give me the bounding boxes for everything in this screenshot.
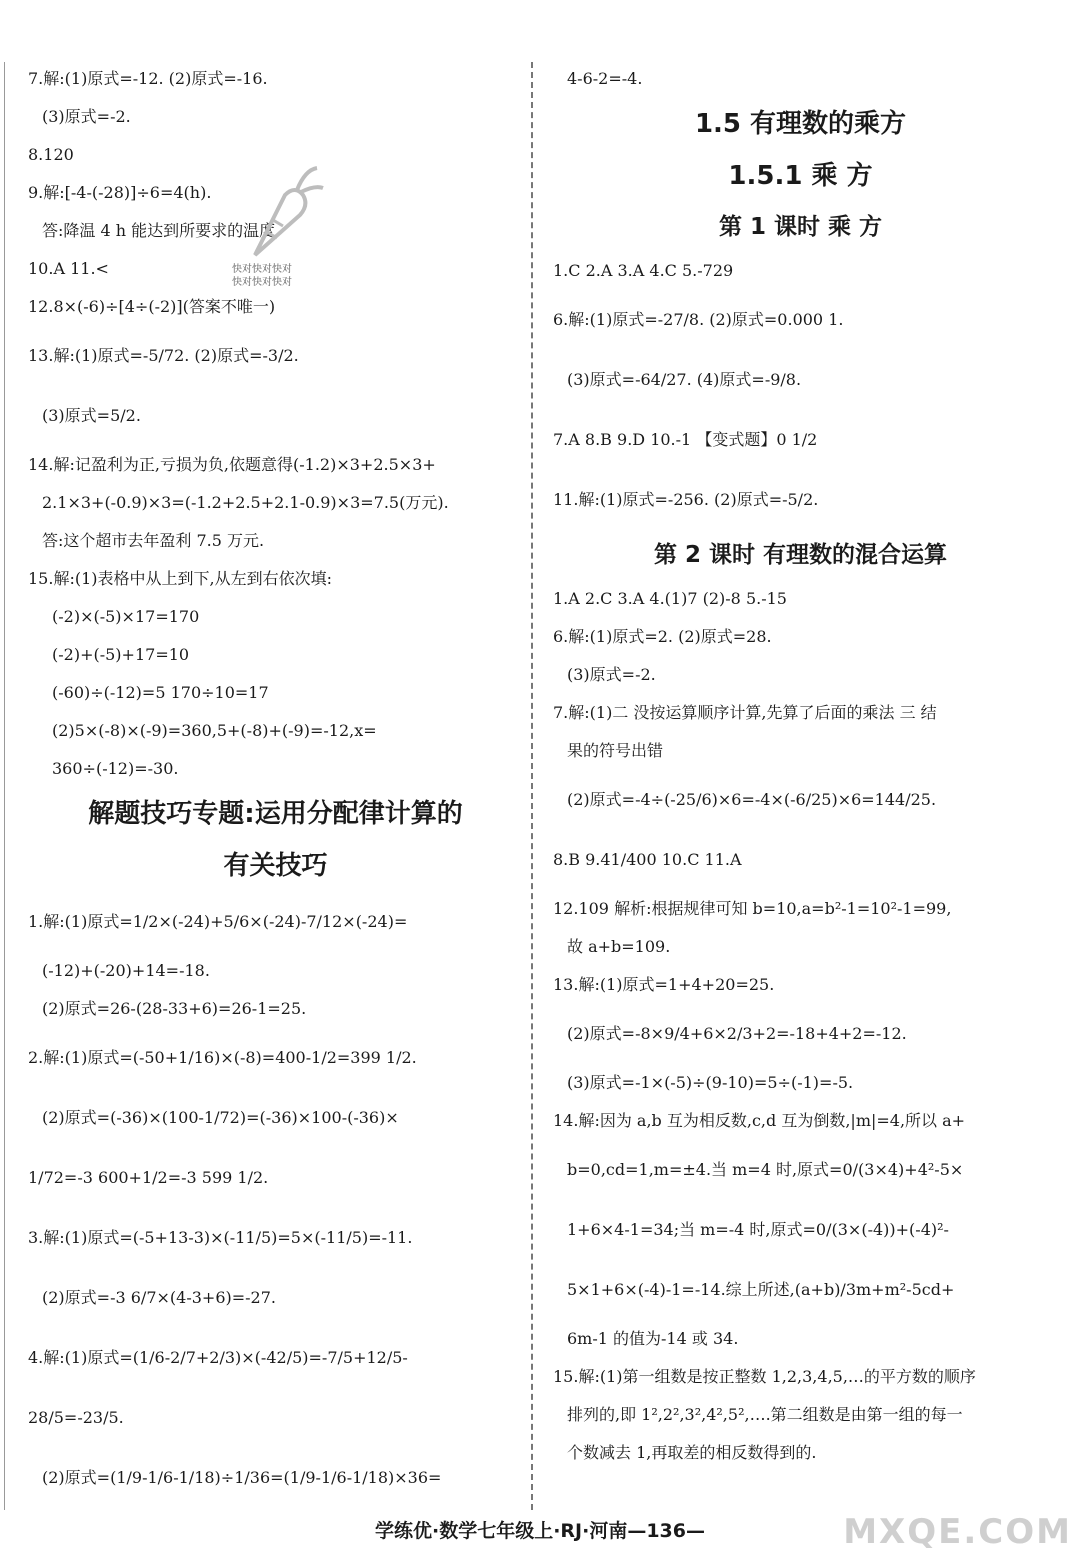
answer-line: (2)5×(-8)×(-9)=360,5+(-8)+(-9)=-12,x= [52, 721, 377, 740]
answer-line: 360÷(-12)=-30. [52, 759, 179, 778]
answer-line: (3)原式=5/2. [42, 406, 141, 425]
subsection-title: 1.5.1 乘 方 [728, 161, 873, 191]
answer-line: 答:降温 4 h 能达到所要求的温度. [42, 221, 281, 240]
watermark: MXQE.COM [843, 1512, 1072, 1552]
answer-line: 15.解:(1)第一组数是按正整数 1,2,3,4,5,…的平方数的顺序 [553, 1367, 976, 1386]
answer-line: 4-6-2=-4. [567, 69, 643, 88]
section-title: 1.5 有理数的乘方 [694, 109, 907, 139]
answer-line: 1/72=-3 600+1/2=-3 599 1/2. [28, 1168, 269, 1187]
answer-line: 12.8×(-6)÷[4÷(-2)](答案不唯一) [28, 297, 276, 316]
answer-line: (3)原式=-1×(-5)÷(9-10)=5÷(-1)=-5. [567, 1073, 854, 1092]
answer-line: 6.解:(1)原式=-27/8. (2)原式=0.000 1. [553, 310, 844, 329]
answer-line: 8.120 [28, 145, 74, 164]
right-column [553, 60, 1048, 1472]
answer-line: (-2)+(-5)+17=10 [52, 645, 190, 664]
answer-line: (3)原式=-64/27. (4)原式=-9/8. [567, 370, 802, 389]
answer-line: 8.B 9.41/400 10.C 11.A [553, 850, 742, 869]
answer-line: (-2)×(-5)×17=170 [52, 607, 200, 626]
answer-line: (2)原式=-4÷(-25/6)×6=-4×(-6/25)×6=144/25. [567, 790, 937, 809]
answer-line: 7.解:(1)原式=-12. (2)原式=-16. [28, 69, 268, 88]
stamp-text: 快对快对快对 快对快对快对 [232, 264, 292, 288]
answer-line: 1.解:(1)原式=1/2×(-24)+5/6×(-24)-7/12×(-24)= [28, 912, 408, 931]
answer-line: 7.A 8.B 9.D 10.-1 【变式题】0 1/2 [553, 430, 818, 449]
answer-line: 3.解:(1)原式=(-5+13-3)×(-11/5)=5×(-11/5)=-11. [28, 1228, 413, 1247]
lesson-title: 第 1 课时 乘 方 [718, 214, 883, 240]
answer-line: 2.1×3+(-0.9)×3=(-1.2+2.5+2.1-0.9)×3=7.5(万元). [42, 493, 449, 512]
answer-line: 14.解:因为 a,b 互为相反数,c,d 互为倒数,|m|=4,所以 a+ [553, 1111, 966, 1130]
answer-line: 2.解:(1)原式=(-50+1/16)×(-8)=400-1/2=399 1/2. [28, 1048, 417, 1067]
answer-line: 6.解:(1)原式=2. (2)原式=28. [553, 627, 772, 646]
answer-line: 1.A 2.C 3.A 4.(1)7 (2)-8 5.-15 [553, 589, 787, 608]
answer-line: 1.C 2.A 3.A 4.C 5.-729 [553, 261, 734, 280]
carrot-stamp-icon [225, 160, 325, 270]
answer-line: 6m-1 的值为-14 或 34. [567, 1329, 739, 1348]
answer-line: 10.A 11.< [28, 259, 109, 278]
lesson-title: 第 2 课时 有理数的混合运算 [653, 542, 948, 568]
answer-line: (2)原式=-3 6/7×(4-3+6)=-27. [42, 1288, 276, 1307]
answer-line: (3)原式=-2. [42, 107, 131, 126]
answer-line: 11.解:(1)原式=-256. (2)原式=-5/2. [553, 490, 819, 509]
answer-line: 13.解:(1)原式=-5/72. (2)原式=-3/2. [28, 346, 299, 365]
page-footer: 学练优·数学七年级上·RJ·河南—136— [374, 1520, 705, 1542]
answer-line: (2)原式=26-(28-33+6)=26-1=25. [42, 999, 307, 1018]
answer-line: (-60)÷(-12)=5 170÷10=17 [52, 683, 269, 702]
section-heading: 解题技巧专题:运用分配律计算的 [88, 799, 463, 829]
column-divider [531, 62, 533, 1510]
answer-line: 7.解:(1)二 没按运算顺序计算,先算了后面的乘法 三 结 [553, 703, 937, 722]
answer-line: 9.解:[-4-(-28)]÷6=4(h). [28, 183, 212, 202]
answer-line: 15.解:(1)表格中从上到下,从左到右依次填: [28, 569, 332, 588]
answer-line: 排列的,即 1²,2²,3²,4²,5²,….第二组数是由第一组的每一 [567, 1405, 963, 1424]
answer-line: 14.解:记盈利为正,亏损为负,依题意得(-1.2)×3+2.5×3+ [28, 455, 436, 474]
answer-line: (3)原式=-2. [567, 665, 656, 684]
answer-line: 个数减去 1,再取差的相反数得到的. [567, 1443, 817, 1462]
answer-line: (2)原式=(-36)×(100-1/72)=(-36)×100-(-36)× [42, 1108, 399, 1127]
answer-line: b=0,cd=1,m=±4.当 m=4 时,原式=0/(3×4)+4²-5× [567, 1160, 964, 1179]
answer-line: 28/5=-23/5. [28, 1408, 124, 1427]
answer-line: 果的符号出错 [567, 741, 664, 760]
answer-line: 13.解:(1)原式=1+4+20=25. [553, 975, 775, 994]
answer-line: 12.109 解析:根据规律可知 b=10,a=b²-1=10²-1=99, [553, 899, 952, 918]
answer-line: 1+6×4-1=34;当 m=-4 时,原式=0/(3×(-4))+(-4)²- [567, 1220, 949, 1239]
answer-line: 4.解:(1)原式=(1/6-2/7+2/3)×(-42/5)=-7/5+12/5- [28, 1348, 408, 1367]
section-heading: 有关技巧 [223, 851, 328, 881]
answer-line: (-12)+(-20)+14=-18. [42, 961, 210, 980]
answer-line: 故 a+b=109. [567, 937, 671, 956]
page-edge-line [4, 62, 5, 1510]
answer-line: (2)原式=(1/9-1/6-1/18)÷1/36=(1/9-1/6-1/18)×36= [42, 1468, 442, 1487]
answer-line: 5×1+6×(-4)-1=-14.综上所述,(a+b)/3m+m²-5cd+ [567, 1280, 955, 1299]
answer-line: (2)原式=-8×9/4+6×2/3+2=-18+4+2=-12. [567, 1024, 907, 1043]
answer-line: 答:这个超市去年盈利 7.5 万元. [42, 531, 265, 550]
